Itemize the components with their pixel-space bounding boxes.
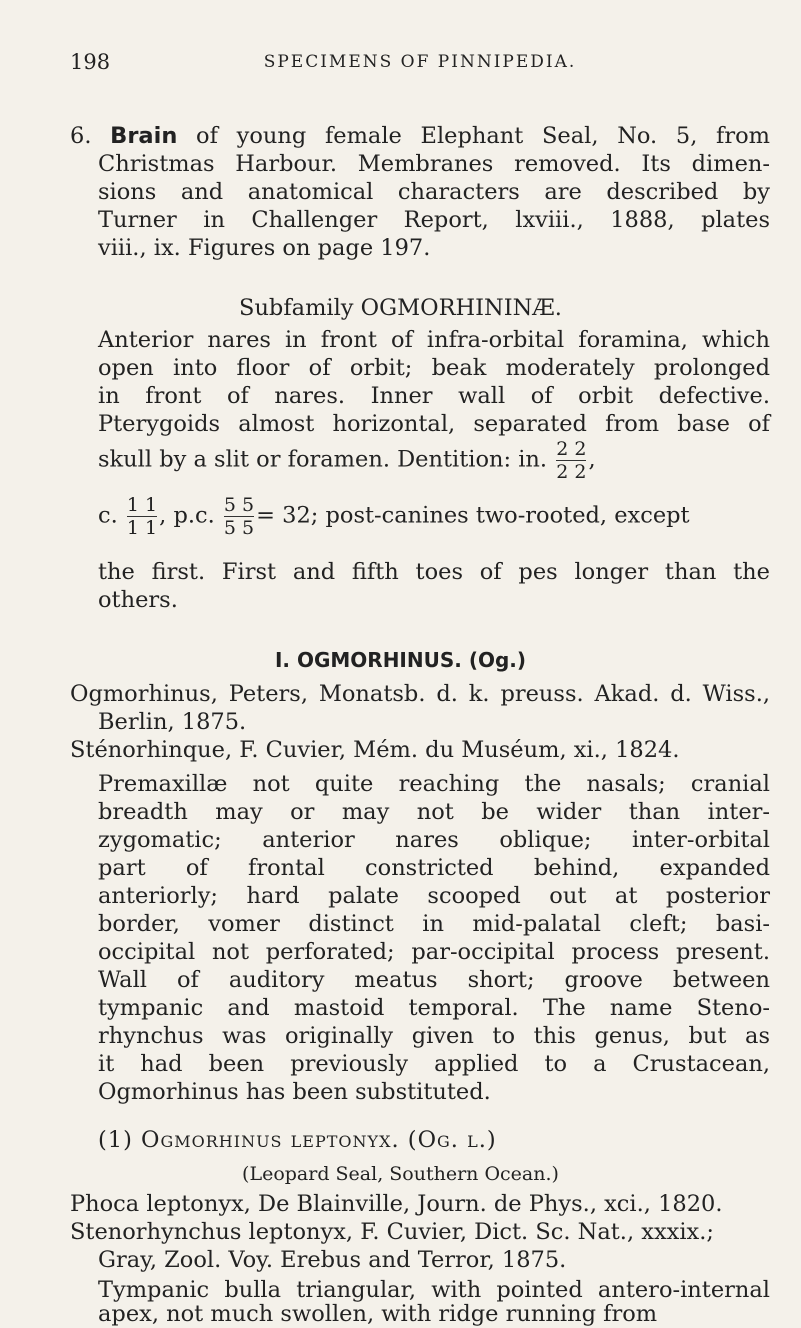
species-desc-1: Tympanic bulla triangular, with pointed antero-internal <box>98 1277 770 1303</box>
entry-6-line-1: 6. Brain of young female Elephant Seal, No. 5, from <box>70 123 771 149</box>
entry-6-line-2: Christmas Harbour. Membranes removed. Its dimen- <box>98 151 770 177</box>
subfamily-line-8: others. <box>98 587 178 613</box>
genus-desc-8: Wall of auditory meatus short; groove between <box>98 967 770 993</box>
genus-heading: I. OGMORHINUS. (Og.) <box>274 648 527 672</box>
subfamily-line-7: the first. First and fifth toes of pes longer than the <box>98 559 770 585</box>
genus-synonym-1b: Berlin, 1875. <box>98 709 247 735</box>
genus-desc-4: part of frontal constricted behind, expanded <box>98 855 770 881</box>
entry-6-line-3: sions and anatomical characters are described by <box>98 179 770 205</box>
genus-desc-2: breadth may or may not be wider than inter- <box>98 799 770 825</box>
species-desc-2: apex, not much swollen, with ridge running from <box>98 1301 658 1327</box>
entry-6-title: Brain <box>110 123 178 149</box>
subfamily-heading: Subfamily OGMORHININÆ. <box>239 295 562 321</box>
incisor-formula: $\frac{2 2}{2 2}$ <box>556 438 587 483</box>
genus-desc-5: anteriorly; hard palate scooped out at posterior <box>98 883 770 909</box>
dentition-line: skull by a slit or foramen. Dentition: in. $\frac{2 2}{2 2}$ , <box>98 438 596 483</box>
subfamily-line-4: Pterygoids almost horizontal, separated from base of <box>98 411 770 437</box>
genus-synonym-2: Sténorhinque, F. Cuvier, Mém. du Muséum, xi., 1824. <box>70 737 680 763</box>
species-heading: (1) Ogmorhinus leptonyx. (Og. l.) <box>98 1127 497 1153</box>
genus-synonym-1: Ogmorhinus, Peters, Monatsb. d. k. preuss. Akad. d. Wiss., <box>70 681 770 707</box>
canine-formula: $\frac{1 1}{1 1}$ <box>126 494 158 539</box>
species-common-name: (Leopard Seal, Southern Ocean.) <box>242 1163 559 1185</box>
genus-desc-6: border, vomer distinct in mid-palatal cleft; basi- <box>98 911 770 937</box>
genus-desc-1: Premaxillæ not quite reaching the nasals; cranial <box>98 771 770 797</box>
dentition-formula-line: c. $\frac{1 1}{1 1}$ , p.c. $\frac{5 5}{5 5}$ = 32; post-canines two-rooted, except <box>98 494 690 539</box>
genus-desc-3: zygomatic; anterior nares oblique; inter-orbital <box>98 827 770 853</box>
genus-desc-10: rhynchus was originally given to this genus, but as <box>98 1023 770 1049</box>
running-title: SPECIMENS OF PINNIPEDIA. <box>263 52 577 72</box>
entry-6-line-5: viii., ix. Figures on page 197. <box>98 235 431 261</box>
subfamily-line-2: open into floor of orbit; beak moderately prolonged <box>98 355 770 381</box>
genus-desc-12: Ogmorhinus has been substituted. <box>98 1079 491 1105</box>
subfamily-line-3: in front of nares. Inner wall of orbit defective. <box>98 383 770 409</box>
species-synonym-2: Stenorhynchus leptonyx, F. Cuvier, Dict. Sc. Nat., xxxix.; <box>70 1219 714 1245</box>
genus-desc-11: it had been previously applied to a Crustacean, <box>98 1051 770 1077</box>
species-synonym-1: Phoca leptonyx, De Blainville, Journ. de Phys., xci., 1820. <box>70 1191 723 1217</box>
genus-desc-7: occipital not perforated; par-occipital process present. <box>98 939 770 965</box>
page-number: 198 <box>70 50 111 74</box>
entry-6-line-4: Turner in Challenger Report, lxviii., 1888, plates <box>98 207 770 233</box>
subfamily-line-1: Anterior nares in front of infra-orbital foramina, which <box>98 327 770 353</box>
page-header <box>70 50 770 80</box>
premolar-formula: $\frac{5 5}{5 5}$ <box>223 494 255 539</box>
species-synonym-3: Gray, Zool. Voy. Erebus and Terror, 1875. <box>98 1247 567 1273</box>
genus-desc-9: tympanic and mastoid temporal. The name Steno- <box>98 995 770 1021</box>
